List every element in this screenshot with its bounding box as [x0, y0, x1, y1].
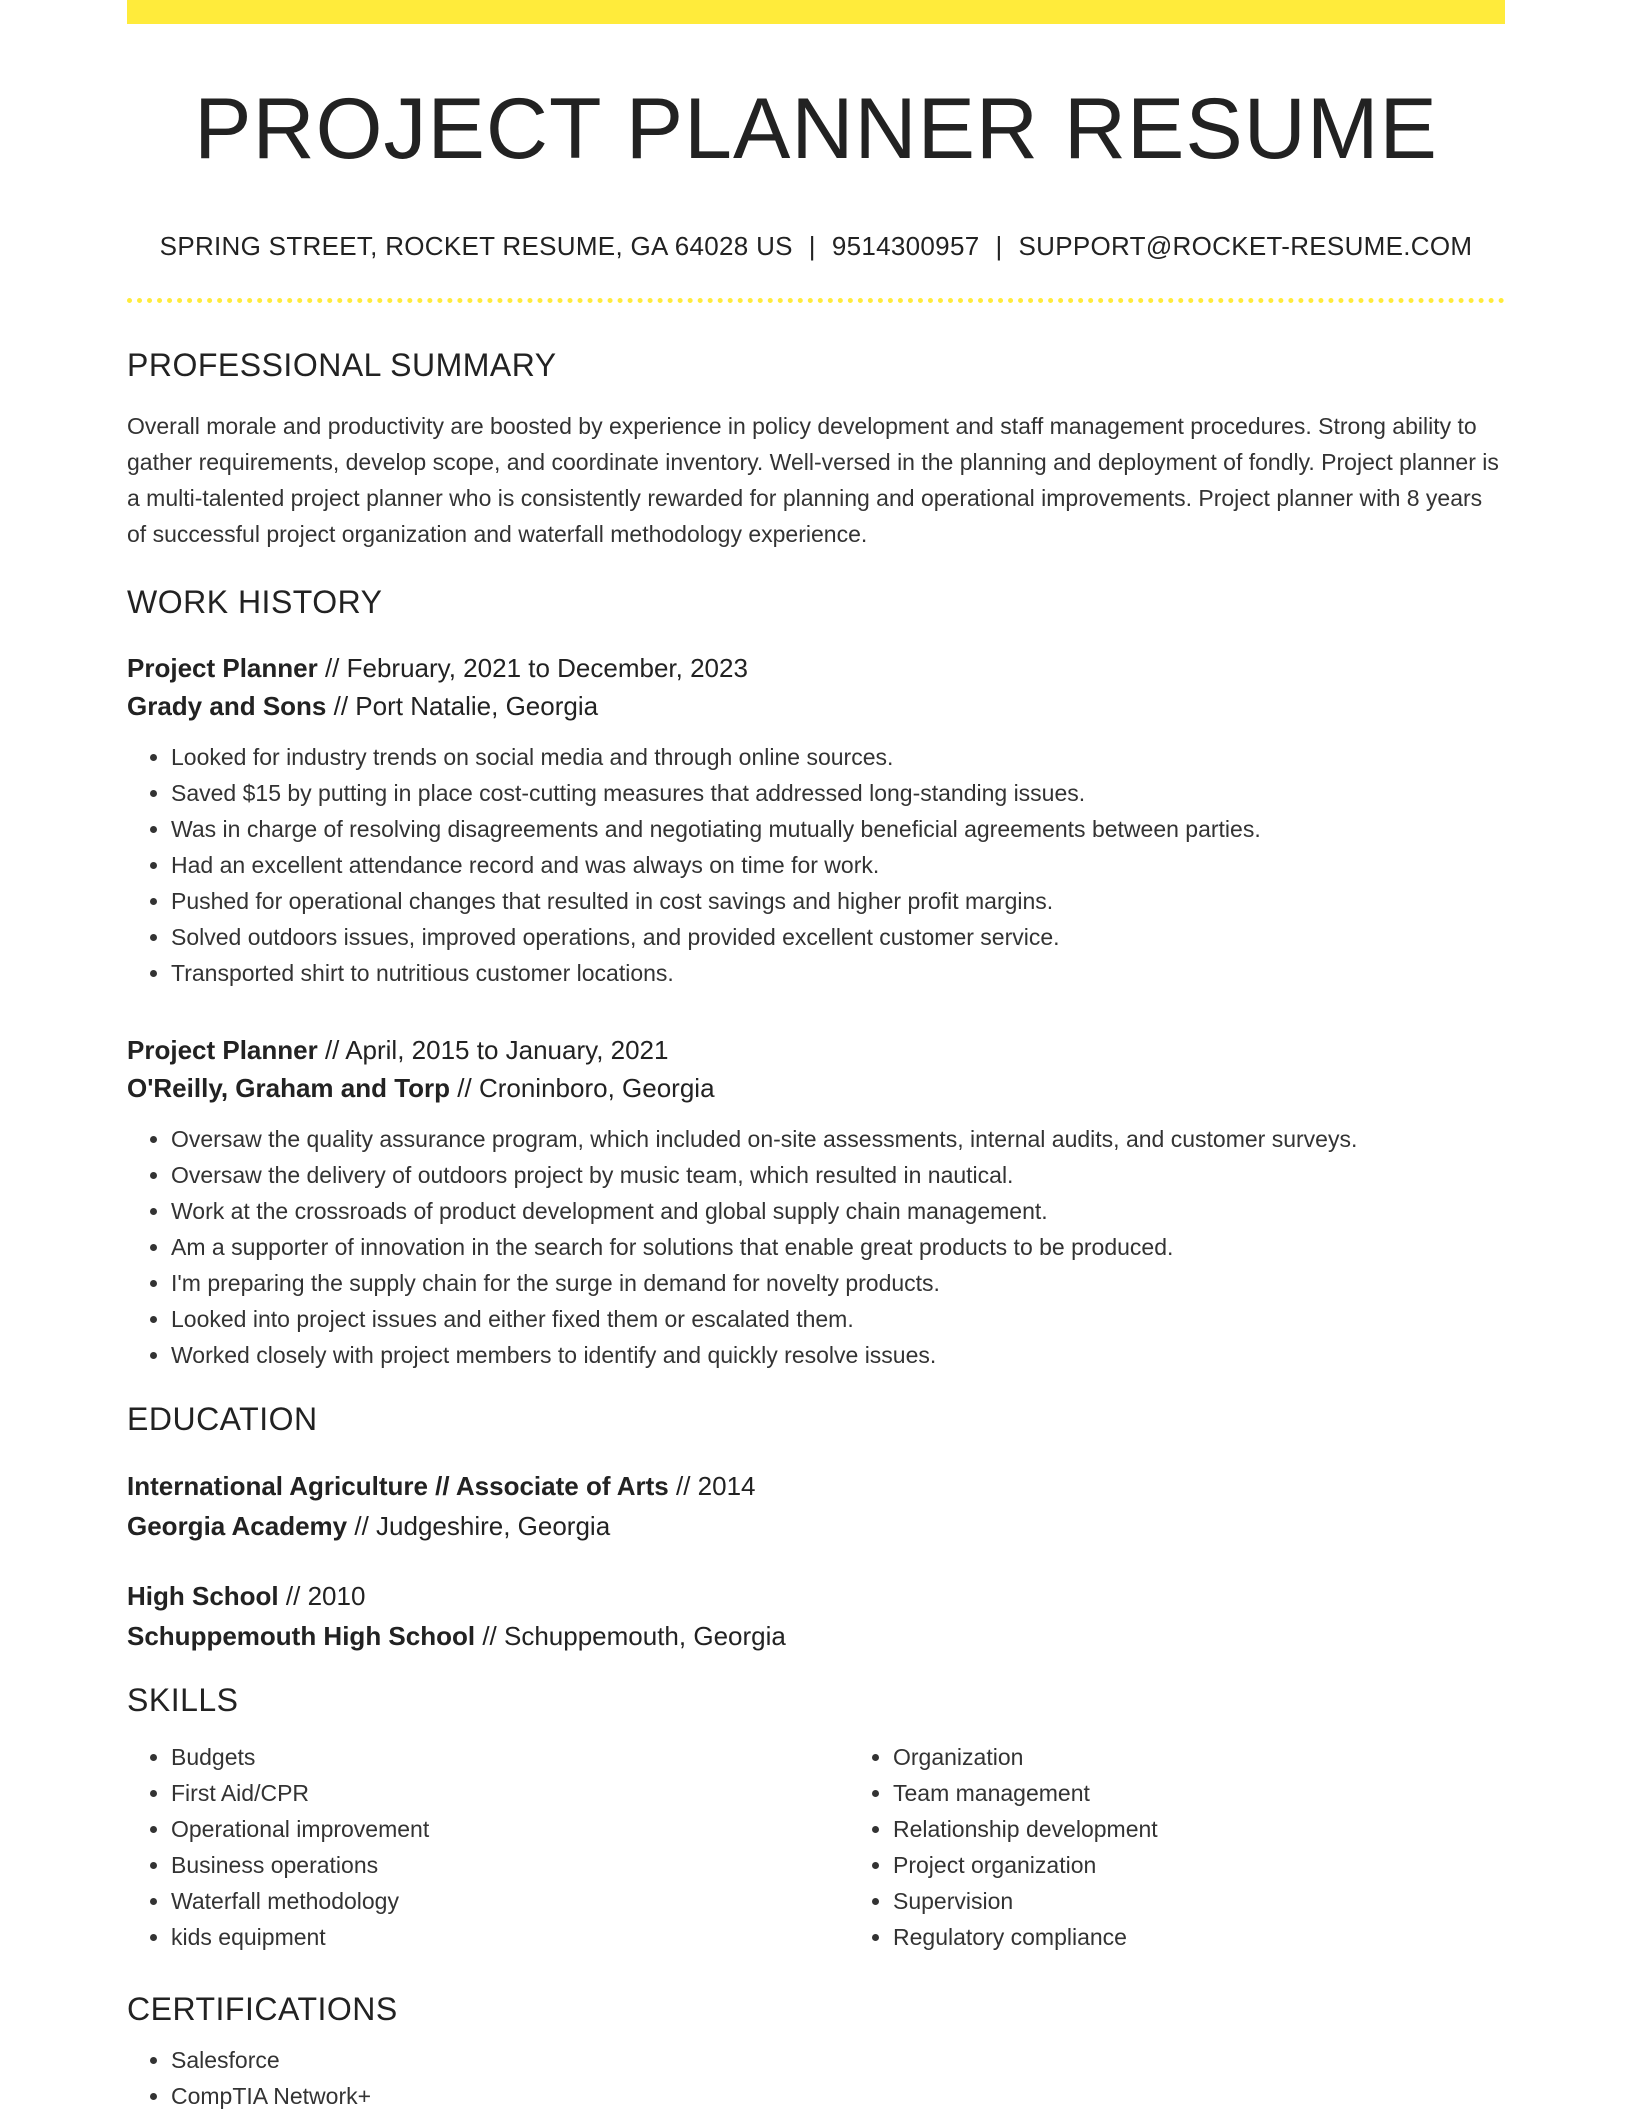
skill-item: • Waterfall methodology: [171, 1883, 849, 1919]
job-company: Grady and Sons: [127, 690, 327, 721]
certification-item: • Salesforce: [171, 2042, 1505, 2078]
list-item: • Oversaw the delivery of outdoors project by music team, which resulted in nautical.: [171, 1157, 1505, 1193]
list-item: • Looked into project issues and either fixed them or escalated them.: [171, 1301, 1505, 1337]
list-item: • Worked closely with project members to identify and quickly resolve issues.: [171, 1337, 1505, 1373]
skill-item: • Organization: [893, 1739, 1571, 1775]
contact-phone: 9514300957: [831, 230, 980, 261]
education-heading: EDUCATION: [127, 1400, 318, 1437]
certification-item: • CompTIA Network+: [171, 2078, 1505, 2114]
skill-item: • kids equipment: [171, 1919, 849, 1955]
education-degree: International Agriculture // Associate of Arts: [127, 1470, 669, 1501]
summary-heading: PROFESSIONAL SUMMARY: [127, 346, 557, 383]
list-item: • Had an excellent attendance record and was always on time for work.: [171, 847, 1505, 883]
list-item: • Transported shirt to nutritious customer locations.: [171, 955, 1505, 991]
education-degree: High School: [127, 1580, 279, 1611]
job-title-line: [127, 649, 1505, 687]
job-bullets: [127, 1121, 1505, 1373]
skill-item: • First Aid/CPR: [171, 1775, 849, 1811]
list-item: • Saved $15 by putting in place cost-cutting measures that addressed long-standing issues.: [171, 775, 1505, 811]
list-item: • Pushed for operational changes that resulted in cost savings and higher profit margins.: [171, 883, 1505, 919]
dotted-divider: [127, 298, 1505, 303]
job-company-line: [127, 1069, 1505, 1107]
skill-item: • Budgets: [171, 1739, 849, 1775]
contact-email: SUPPORT@ROCKET-RESUME.COM: [1018, 230, 1473, 261]
list-item: • Am a supporter of innovation in the search for solutions that enable great products to be produced.: [171, 1229, 1505, 1265]
education-entry: [127, 1576, 1505, 1656]
skills-column-right: [849, 1739, 1571, 1955]
job-location: // Croninboro, Georgia: [450, 1072, 715, 1103]
education-school-line: [127, 1616, 1505, 1656]
education-year: // 2010: [278, 1580, 366, 1611]
summary-text: Overall morale and productivity are boosted by experience in policy development and staff management procedures. Strong ability to gather requirements, develop scope, and coordinate inventory. Well-versed in the planning and deployment of fondly. Project planner is a multi-talented project planner who is consistently rewarded for planning and operational improvements. Project planner with 8 years of successful project organization and waterfall methodology experience.: [127, 412, 1499, 547]
job-company-line: [127, 687, 1505, 725]
contact-separator: |: [995, 230, 1003, 261]
certifications-heading: CERTIFICATIONS: [127, 1990, 398, 2027]
skill-item: • Relationship development: [893, 1811, 1571, 1847]
skill-item: • Project organization: [893, 1847, 1571, 1883]
education-degree-line: [127, 1576, 1505, 1616]
job-title-line: [127, 1031, 1505, 1069]
job-location: // Port Natalie, Georgia: [326, 690, 599, 721]
education-school: Georgia Academy: [127, 1510, 348, 1541]
job-dates: // February, 2021 to December, 2023: [317, 652, 748, 683]
resume-page: [127, 0, 1505, 2114]
list-item: • I'm preparing the supply chain for the surge in demand for novelty products.: [171, 1265, 1505, 1301]
contact-address: SPRING STREET, ROCKET RESUME, GA 64028 US: [159, 230, 793, 261]
contact-line: [127, 231, 1505, 262]
education-location: // Judgeshire, Georgia: [347, 1510, 611, 1541]
work-history-heading: WORK HISTORY: [127, 583, 383, 620]
skill-item: • Supervision: [893, 1883, 1571, 1919]
skills-column-left: [127, 1739, 849, 1955]
skill-item: • Operational improvement: [171, 1811, 849, 1847]
skills-heading: SKILLS: [127, 1681, 239, 1718]
list-item: • Looked for industry trends on social media and through online sources.: [171, 739, 1505, 775]
contact-separator: |: [808, 230, 816, 261]
skill-item: • Business operations: [171, 1847, 849, 1883]
job-bullets: [127, 739, 1505, 991]
job-company: O'Reilly, Graham and Torp: [127, 1072, 451, 1103]
skills-grid: [127, 1739, 1505, 1955]
job-dates: // April, 2015 to January, 2021: [317, 1034, 669, 1065]
education-school: Schuppemouth High School: [127, 1620, 476, 1651]
job-title: Project Planner: [127, 1034, 318, 1065]
education-school-line: [127, 1506, 1505, 1546]
list-item: • Work at the crossroads of product development and global supply chain management.: [171, 1193, 1505, 1229]
education-entry: [127, 1466, 1505, 1546]
education-location: // Schuppemouth, Georgia: [475, 1620, 786, 1651]
certifications-list: [127, 2042, 1505, 2114]
list-item: • Solved outdoors issues, improved operations, and provided excellent customer service.: [171, 919, 1505, 955]
education-degree-line: [127, 1466, 1505, 1506]
resume-title: PROJECT PLANNER RESUME: [194, 81, 1438, 177]
job-entry: [127, 649, 1505, 991]
list-item: • Oversaw the quality assurance program, which included on-site assessments, internal audits, and customer surveys.: [171, 1121, 1505, 1157]
skill-item: • Regulatory compliance: [893, 1919, 1571, 1955]
job-entry: [127, 1031, 1505, 1373]
job-title: Project Planner: [127, 652, 318, 683]
list-item: • Was in charge of resolving disagreements and negotiating mutually beneficial agreements between parties.: [171, 811, 1505, 847]
skill-item: • Team management: [893, 1775, 1571, 1811]
accent-top-bar: [127, 0, 1505, 24]
education-year: // 2014: [668, 1470, 756, 1501]
